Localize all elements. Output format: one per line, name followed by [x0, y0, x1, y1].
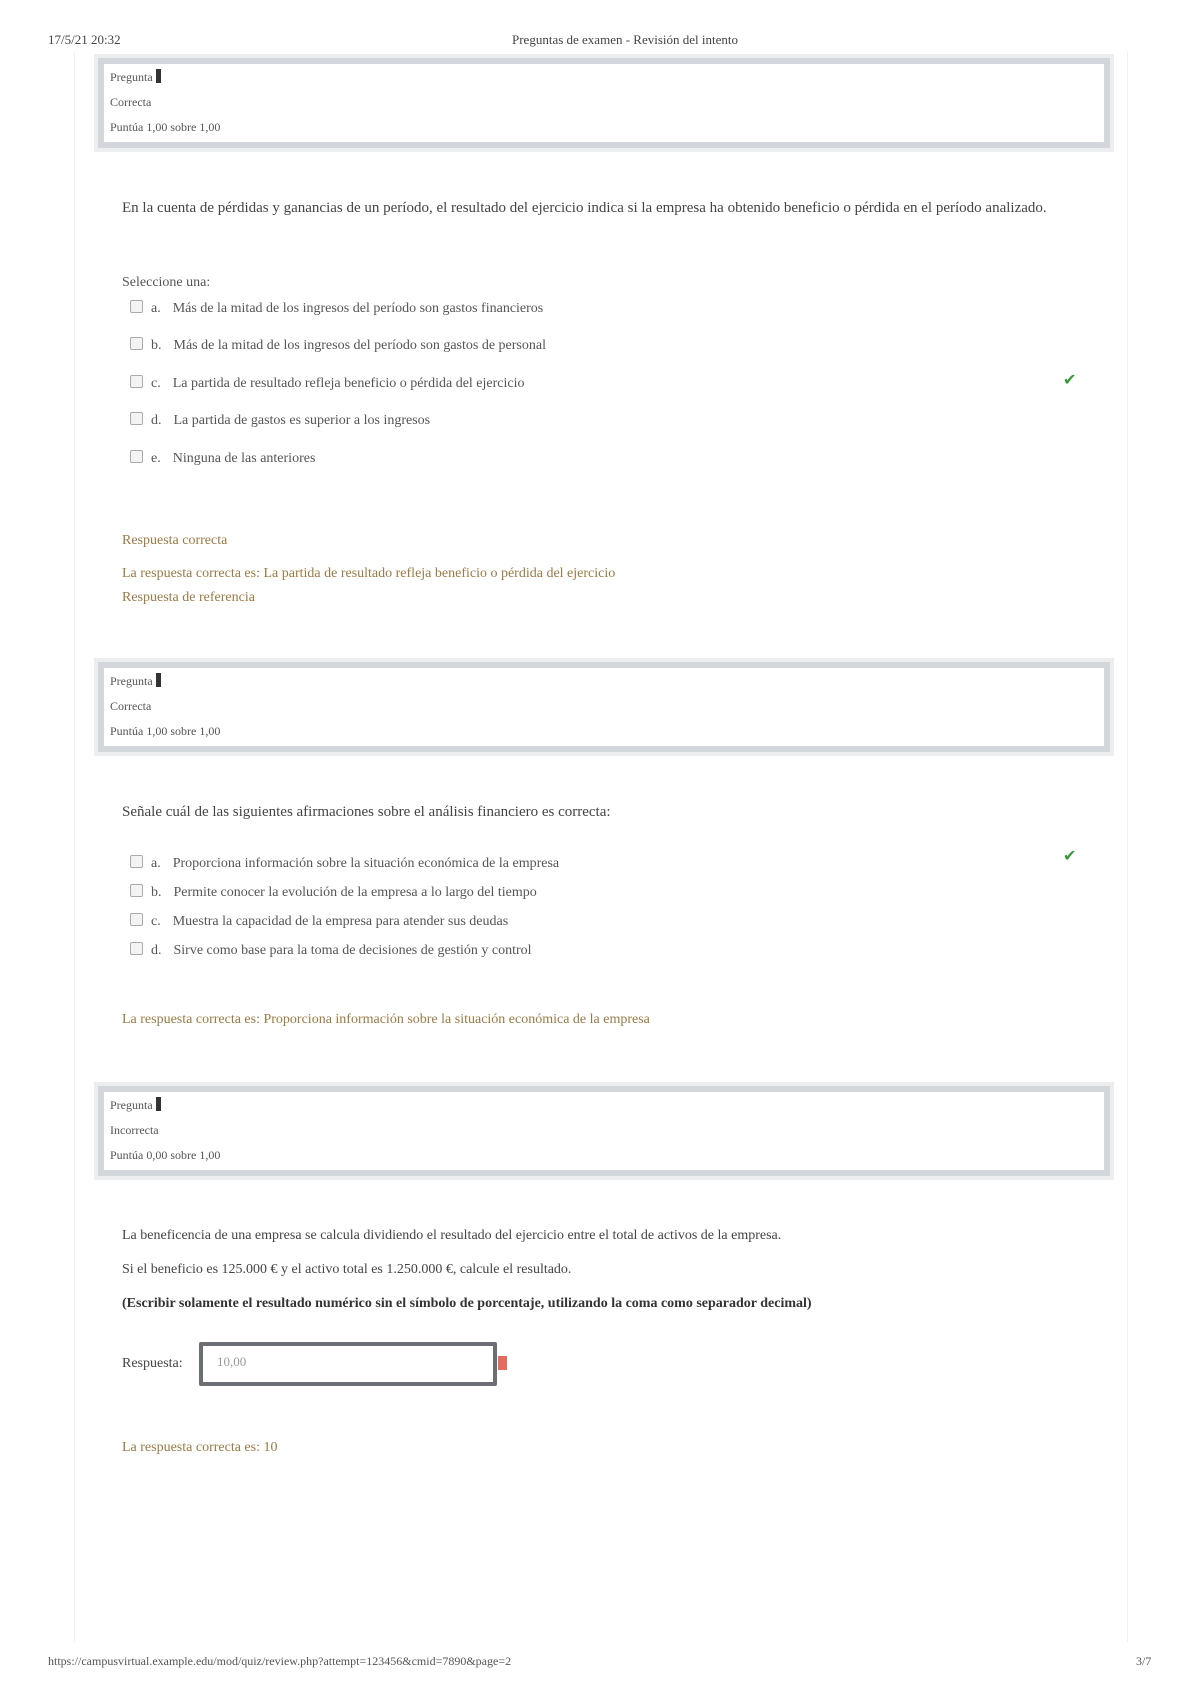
question-info-box: [98, 1086, 1110, 1176]
answer-option[interactable]: d. Sirve como base para la toma de decisiones de gestión y control: [130, 942, 532, 962]
question-points: Puntúa 0,00 sobre 1,00: [110, 1148, 221, 1162]
radio-button[interactable]: [130, 450, 143, 463]
print-title: Preguntas de examen - Revisión del intento: [512, 32, 739, 47]
radio-button[interactable]: [130, 942, 143, 955]
question-line: Si el beneficio es 125.000 € y el activo total es 1.250.000 €, calcule el resultado.: [122, 1262, 572, 1277]
radio-button[interactable]: [130, 913, 143, 926]
radio-button[interactable]: [130, 412, 143, 425]
flag-icon[interactable]: [156, 1097, 161, 1111]
check-icon: ✔: [1063, 846, 1077, 865]
question-info-box: [98, 662, 1110, 752]
feedback-note: Respuesta de referencia: [122, 590, 255, 605]
radio-button[interactable]: [130, 300, 143, 313]
check-icon: ✔: [1063, 370, 1077, 389]
answer-option[interactable]: d. La partida de gastos es superior a los ingresos: [130, 412, 430, 432]
answer-option[interactable]: c. Muestra la capacidad de la empresa para atender sus deudas: [130, 913, 508, 933]
incorrect-icon: [498, 1356, 507, 1370]
flag-icon[interactable]: [156, 673, 161, 687]
radio-button[interactable]: [130, 375, 143, 388]
question-label: Pregunta: [110, 674, 153, 688]
page-frame: [74, 52, 1128, 1642]
answer-option[interactable]: c. La partida de resultado refleja beneficio o pérdida del ejercicio: [130, 375, 524, 395]
question-points: Puntúa 1,00 sobre 1,00: [110, 120, 221, 134]
radio-button[interactable]: [130, 884, 143, 897]
print-header: [0, 28, 1190, 48]
print-date: 17/5/21 20:32: [48, 32, 121, 47]
question-status: Correcta: [110, 699, 152, 713]
answer-option[interactable]: a. Más de la mitad de los ingresos del período son gastos financieros: [130, 300, 543, 320]
correct-answer: La respuesta correcta es: 10: [122, 1440, 278, 1455]
radio-button[interactable]: [130, 855, 143, 868]
question-instruction: (Escribir solamente el resultado numérico sin el símbolo de porcentaje, utilizando la coma como separador decimal): [122, 1296, 812, 1311]
question-status: Incorrecta: [110, 1123, 159, 1137]
response-input[interactable]: 10,00: [199, 1342, 497, 1386]
question-points: Puntúa 1,00 sobre 1,00: [110, 724, 221, 738]
question-info-box: [98, 58, 1110, 148]
question-status: Correcta: [110, 95, 152, 109]
feedback-heading: Respuesta correcta: [122, 533, 228, 548]
answer-option[interactable]: e. Ninguna de las anteriores: [130, 450, 315, 470]
answer-option[interactable]: a. Proporciona información sobre la situación económica de la empresa: [130, 855, 559, 875]
correct-answer: La respuesta correcta es: La partida de resultado refleja beneficio o pérdida del ejercicio: [122, 566, 616, 581]
question-label: Pregunta: [110, 1098, 153, 1112]
correct-answer: La respuesta correcta es: Proporciona información sobre la situación económica de la empresa: [122, 1012, 650, 1027]
question-text: En la cuenta de pérdidas y ganancias de un período, el resultado del ejercicio indica si la empresa ha obtenido beneficio o pérdida en el período analizado.: [122, 200, 1047, 216]
flag-icon[interactable]: [156, 69, 161, 83]
print-url: https://campusvirtual.example.edu/mod/quiz/review.php?attempt=123456&cmid=7890&page=2: [48, 1654, 512, 1668]
page-number: 3/7: [1136, 1654, 1152, 1668]
response-label: Respuesta:: [122, 1356, 183, 1371]
question-text: Señale cuál de las siguientes afirmaciones sobre el análisis financiero es correcta:: [122, 804, 611, 820]
question-label: Pregunta: [110, 70, 153, 84]
question-line: La beneficencia de una empresa se calcula dividiendo el resultado del ejercicio entre el total de activos de la empresa.: [122, 1228, 782, 1243]
select-label: Seleccione una:: [122, 275, 211, 290]
radio-button[interactable]: [130, 337, 143, 350]
answer-option[interactable]: b. Permite conocer la evolución de la empresa a lo largo del tiempo: [130, 884, 537, 904]
answer-option[interactable]: b. Más de la mitad de los ingresos del período son gastos de personal: [130, 337, 546, 357]
